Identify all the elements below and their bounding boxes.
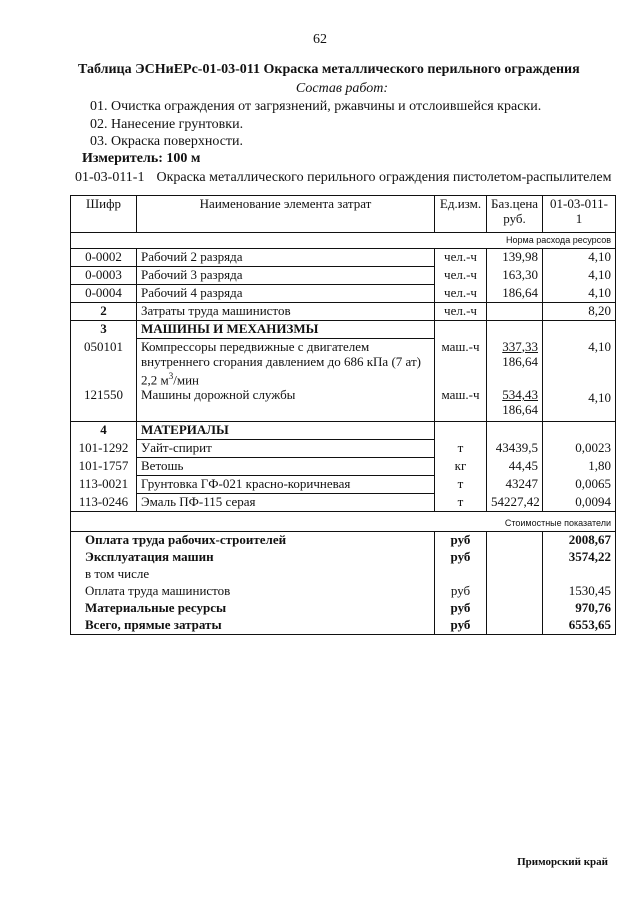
row-value: 8,20 xyxy=(543,303,616,321)
table-row xyxy=(71,387,616,422)
row-name-text: /мин xyxy=(173,372,199,388)
section-code: 3 xyxy=(71,321,137,339)
header-name: Наименование элемента затрат xyxy=(137,196,435,233)
row-value: 4,10 xyxy=(543,249,616,267)
row-name: Грунтовка ГФ-021 красно-коричневая xyxy=(137,476,435,494)
row-name-line: внутреннего сгорания давлением до 686 кПа (7 ат) xyxy=(141,354,421,369)
row-name: Рабочий 4 разряда xyxy=(137,285,435,303)
row-value: 4,10 xyxy=(543,285,616,303)
cost-caption-row xyxy=(71,512,616,532)
price-bottom: 186,64 xyxy=(502,402,538,418)
summary-unit: руб xyxy=(435,583,487,600)
summary-value: 6553,65 xyxy=(543,617,616,635)
summary-value: 1530,45 xyxy=(543,583,616,600)
rate-code: 01-03-011-1 xyxy=(75,170,145,185)
row-name: Ветошь xyxy=(137,458,435,476)
summary-unit: руб xyxy=(435,532,487,550)
row-name: Уайт-спирит xyxy=(137,440,435,458)
row-name: Рабочий 2 разряда xyxy=(137,249,435,267)
summary-value: 2008,67 xyxy=(543,532,616,550)
table-row xyxy=(71,476,616,494)
row-code: 101-1757 xyxy=(71,458,137,476)
row-name-line xyxy=(141,369,430,387)
row-price: 139,98 xyxy=(487,249,543,267)
table-title: Таблица ЭСНиЕРс-01-03-011 Окраска металлического перильного ограждения xyxy=(78,62,580,77)
header-cipher: Шифр xyxy=(71,196,137,233)
resource-table xyxy=(70,195,616,635)
region-footer: Приморский край xyxy=(517,856,608,868)
section-code: 4 xyxy=(71,422,137,440)
summary-row xyxy=(71,532,616,550)
header-norm: 01-03-011-1 xyxy=(543,196,616,233)
summary-label: Оплата труда машинистов xyxy=(71,583,435,600)
table-row xyxy=(71,339,616,388)
work-step-1: 01. Очистка ограждения от загрязнений, ржавчины и отслоившейся краски. xyxy=(90,99,542,114)
summary-row-total xyxy=(71,617,616,635)
row-unit: маш.-ч xyxy=(435,387,487,422)
summary-label: Оплата труда рабочих-строителей xyxy=(71,532,435,550)
row-name xyxy=(137,339,435,388)
row-name: Рабочий 3 разряда xyxy=(137,267,435,285)
section-row-materials xyxy=(71,422,616,440)
table-row xyxy=(71,458,616,476)
summary-label: Материальные ресурсы xyxy=(71,600,435,617)
row-unit: чел.-ч xyxy=(435,249,487,267)
row-value: 0,0094 xyxy=(543,494,616,512)
cost-caption: Стоимостные показатели xyxy=(71,512,616,532)
row-price: 44,45 xyxy=(487,458,543,476)
row-name-line: Компрессоры передвижные с двигателем xyxy=(141,339,370,354)
row-code: 050101 xyxy=(71,339,137,388)
section-title: МАШИНЫ И МЕХАНИЗМЫ xyxy=(137,321,435,339)
header-unit: Ед.изм. xyxy=(435,196,487,233)
work-step-2: 02. Нанесение грунтовки. xyxy=(90,117,244,132)
section-title: МАТЕРИАЛЫ xyxy=(137,422,435,440)
summary-value: 3574,22 xyxy=(543,549,616,566)
table-row xyxy=(71,494,616,512)
row-code: 0-0003 xyxy=(71,267,137,285)
row-unit: кг xyxy=(435,458,487,476)
row-price: 163,30 xyxy=(487,267,543,285)
row-name: Затраты труда машинистов xyxy=(137,303,435,321)
row-price: 43439,5 xyxy=(487,440,543,458)
summary-unit: руб xyxy=(435,549,487,566)
row-value: 0,0065 xyxy=(543,476,616,494)
summary-unit: руб xyxy=(435,617,487,635)
row-code: 0-0002 xyxy=(71,249,137,267)
row-unit: чел.-ч xyxy=(435,285,487,303)
price-top: 534,43 xyxy=(502,387,538,403)
summary-row xyxy=(71,549,616,566)
table-row xyxy=(71,285,616,303)
summary-row xyxy=(71,566,616,583)
norm-caption-row xyxy=(71,233,616,249)
row-price: 43247 xyxy=(487,476,543,494)
row-unit: чел.-ч xyxy=(435,267,487,285)
row-code: 0-0004 xyxy=(71,285,137,303)
row-value: 4,10 xyxy=(543,339,616,388)
table-header-row xyxy=(71,196,616,233)
row-code: 101-1292 xyxy=(71,440,137,458)
row-value: 4,10 xyxy=(543,267,616,285)
price-bottom: 186,64 xyxy=(502,353,538,369)
row-unit: чел.-ч xyxy=(435,303,487,321)
row-price: 54227,42 xyxy=(487,494,543,512)
rate-code-line xyxy=(75,170,611,186)
summary-note: в том числе xyxy=(71,566,435,583)
row-unit: маш.-ч xyxy=(435,339,487,388)
norm-caption: Норма расхода ресурсов xyxy=(71,233,616,249)
row-name: Машины дорожной службы xyxy=(137,387,435,422)
row-unit: т xyxy=(435,494,487,512)
row-name: Эмаль ПФ-115 серая xyxy=(137,494,435,512)
summary-unit: руб xyxy=(435,600,487,617)
summary-value: 970,76 xyxy=(543,600,616,617)
price-top: 337,33 xyxy=(502,338,538,354)
row-code: 113-0021 xyxy=(71,476,137,494)
row-unit: т xyxy=(435,440,487,458)
row-value: 0,0023 xyxy=(543,440,616,458)
row-name-text: 2,2 м xyxy=(141,372,169,388)
superscript: 3 xyxy=(168,371,174,381)
work-composition-heading: Состав работ: xyxy=(295,81,389,96)
summary-label: Всего, прямые затраты xyxy=(71,617,435,635)
section-row-machines xyxy=(71,321,616,339)
summary-row xyxy=(71,583,616,600)
summary-row xyxy=(71,600,616,617)
rate-description: Окраска металлического перильного ограждения пистолетом-распылителем xyxy=(156,170,612,185)
table-row xyxy=(71,303,616,321)
summary-label: Эксплуатация машин xyxy=(71,549,435,566)
row-price xyxy=(487,339,543,388)
row-unit: т xyxy=(435,476,487,494)
measurement-unit: Измеритель: 100 м xyxy=(82,151,201,166)
row-code: 2 xyxy=(71,303,137,321)
row-value: 1,80 xyxy=(543,458,616,476)
header-price: Баз.цена руб. xyxy=(487,196,543,233)
table-row xyxy=(71,249,616,267)
row-value: 4,10 xyxy=(543,387,616,422)
work-step-3: 03. Окраска поверхности. xyxy=(90,134,244,149)
row-code: 113-0246 xyxy=(71,494,137,512)
table-row xyxy=(71,440,616,458)
row-code: 121550 xyxy=(71,387,137,422)
row-price xyxy=(487,303,543,321)
row-price: 186,64 xyxy=(487,285,543,303)
page-number: 62 xyxy=(313,32,327,47)
table-row xyxy=(71,267,616,285)
row-price xyxy=(487,387,543,422)
